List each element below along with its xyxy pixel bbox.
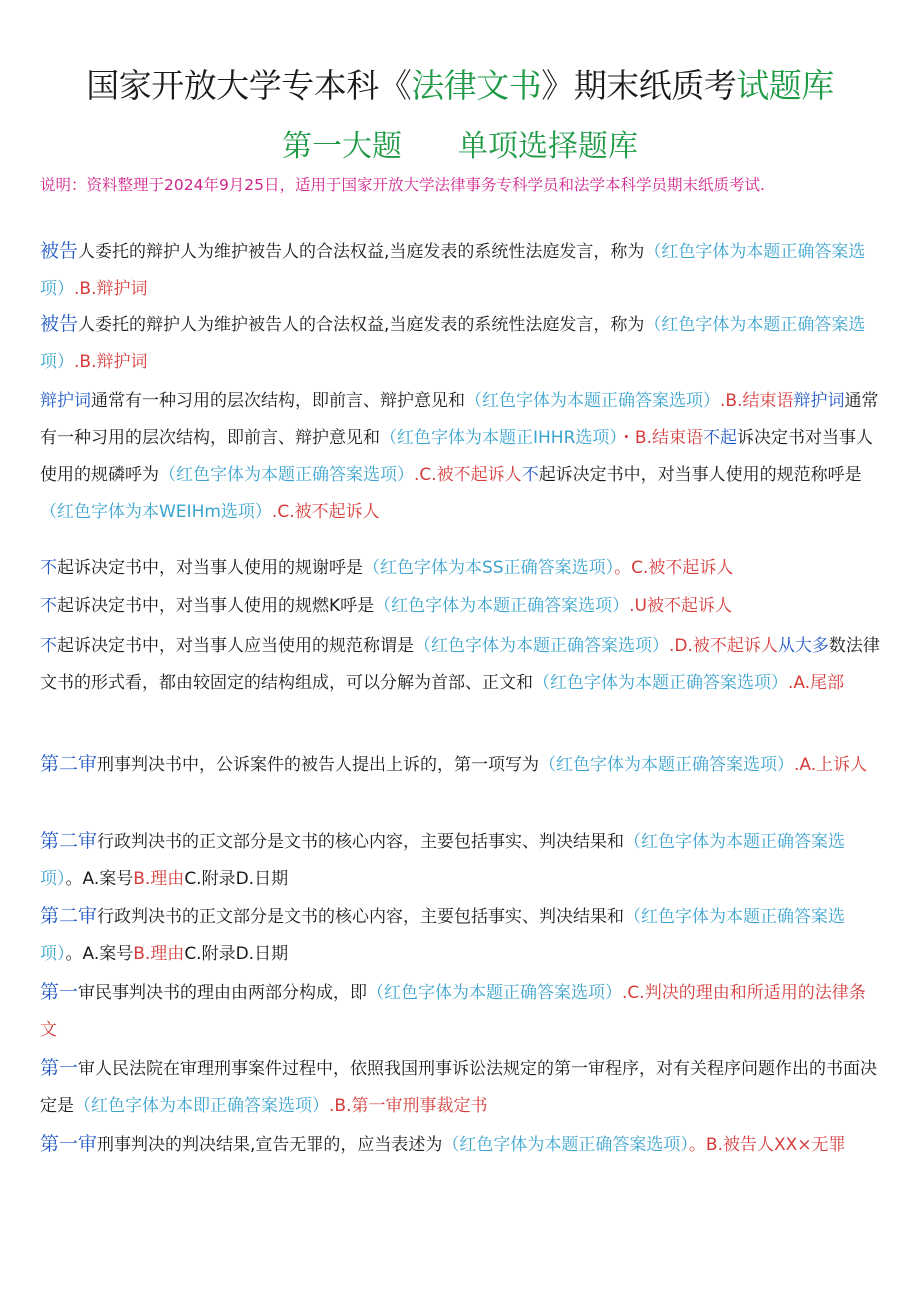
section-heading-left: 第一大题: [282, 129, 402, 164]
correct-answer: .U被不起诉人: [629, 596, 733, 616]
question-text: 人委托的辩护人为维护被告人的合法权益,当庭发表的系统性法庭发言，称为: [78, 242, 645, 262]
question-paragraph: [40, 823, 882, 898]
question-text: 数法律文书的形式看，都由较固定的结构组成，可以分解为首部、正文和: [40, 636, 880, 693]
question-text: 通常有一种习用的层次结构，即前言、辩护意见和: [40, 391, 879, 448]
section-heading-right: 单项选择题库: [458, 129, 638, 164]
correct-answer: 。C.被不起诉人: [614, 558, 734, 578]
question-text: 刑事判决的判决结果,宣告无罪的，应当表述为: [97, 1135, 443, 1155]
correct-answer: .C.判决的理由和所适用的法律条文: [40, 983, 866, 1040]
question-text: 起诉决定书中，对当事人使用的规谢呼是: [57, 558, 363, 578]
correct-answer: .D.被不起诉人: [669, 636, 778, 656]
title-part4: 试题库: [736, 66, 834, 105]
question-lead: 不: [702, 428, 720, 448]
question-text: 通常有一种习用的层次结构，即前言、辩护意见和: [91, 391, 465, 411]
question-text: 审民事判决书的理由由两部分构成，即: [78, 983, 368, 1003]
answer-hint: （红色字体为本题正确答案选项）: [539, 755, 795, 775]
correct-answer: .B.结束语: [720, 391, 794, 411]
question-lead: 护词: [810, 391, 845, 411]
document-note: 说明：资料整理于2024年9月25日，适用于国家开放大学法律事务专科学员和法学本科学员期末纸质考试.: [40, 176, 765, 194]
question-lead: 从: [777, 636, 795, 656]
question-paragraph: [40, 746, 882, 784]
page-title: [0, 62, 920, 110]
correct-answer: .B.辩护词: [74, 279, 148, 299]
answer-hint: （红色字体为本题正确答案选项）: [533, 673, 788, 693]
correct-answer: 。B.被告人XX×无罪: [688, 1135, 846, 1155]
answer-hint: （红色字体为本题正确答案选项）: [159, 465, 414, 485]
title-part3: 》期末纸质考: [541, 66, 737, 105]
question-paragraph: [40, 306, 882, 381]
question-lead: 第一审: [40, 1133, 98, 1155]
answer-hint: （红色字体为本题正确答案选项）: [374, 596, 630, 616]
question-lead: 起: [719, 428, 737, 448]
answer-hint: （红色字体为本题正确答案选项）: [40, 242, 866, 299]
correct-answer: .B.辩护词: [74, 352, 148, 372]
question-lead: 被告: [40, 313, 79, 335]
answer-hint: （红色字体为本SS正确答案选项）: [363, 558, 615, 578]
answer-hint: （红色字体为本题正确答案选项）: [414, 636, 669, 656]
question-text: 起诉决定书中，: [538, 465, 658, 485]
question-text: 对当事人使用的规范称呼是: [657, 465, 862, 485]
question-paragraph: [40, 974, 882, 1049]
question-lead: 被告: [40, 240, 79, 262]
correct-answer: .C.被不起诉人: [271, 502, 380, 522]
answer-hint: （红色字体为本即正确答案选项）: [74, 1096, 329, 1116]
question-lead: 不: [521, 465, 539, 485]
answer-hint: （红色字体为本题正确答案选项）: [442, 1135, 689, 1155]
question-text: 起诉决定书中，对当事人应当使用的规范称谓是: [57, 636, 414, 656]
question-text: 审人民法院在审理刑事案件过程中，依照我国刑事诉讼法规定的第一审程序，对有关程序问题作出的书面决定是: [40, 1059, 878, 1116]
question-text: 刑事判决书中，公诉案件的被告人提出上诉的，第一项写为: [97, 755, 540, 775]
question-lead: 第二审: [40, 753, 98, 775]
answer-hint: （红色字体为本题正确答案选项）: [367, 983, 623, 1003]
question-lead: 第一: [40, 981, 79, 1003]
question-text: 人委托的辩护人为维护被告人的合法权益,当庭发表的系统性法庭发言，称为: [78, 315, 645, 335]
question-lead: 不: [40, 636, 57, 656]
question-text: 起诉决定书中，对当事人使用的规燃K呼是: [57, 596, 375, 616]
question-lead: 第一: [40, 1057, 79, 1079]
answer-hint: （红色字体为本题正确答案选项）: [40, 907, 846, 964]
option-text: C.附录D.日期: [184, 869, 289, 889]
answer-hint: （红色字体为本题正IHHR选项）: [380, 428, 618, 448]
question-text: 行政判决书的正文部分是文书的核心内容，主要包括事实、判决结果和: [97, 907, 625, 927]
section-heading: [0, 126, 920, 168]
correct-answer: .A.尾部: [788, 673, 845, 693]
answer-hint: （红色字体为本题正确答案选项）: [40, 832, 846, 889]
question-lead: 第二审: [40, 905, 98, 927]
question-paragraph: [40, 233, 882, 308]
option-text: 。A.案号: [65, 944, 134, 964]
correct-answer: B.理由: [133, 869, 185, 889]
correct-answer: .B.第一审刑事裁定书: [329, 1096, 488, 1116]
question-lead: 不: [40, 596, 57, 616]
question-paragraph: [40, 550, 882, 587]
title-part2: 法律文书: [411, 66, 542, 105]
question-text: 诉决定书对当事人使用的规磷呼为: [40, 428, 873, 485]
answer-hint: （红色字体为本WEIHm选项）: [40, 502, 272, 522]
correct-answer: .C.被不起诉人: [414, 465, 522, 485]
question-lead: 不: [40, 558, 57, 578]
correct-answer: ・B.结束语: [617, 428, 703, 448]
question-paragraph: [40, 1126, 882, 1164]
question-paragraph: [40, 1050, 882, 1125]
question-lead: 辩护词: [40, 391, 91, 411]
correct-answer: B.理由: [133, 944, 185, 964]
question-lead: 大多: [794, 636, 829, 656]
question-paragraph: [40, 898, 882, 973]
question-paragraph: [40, 628, 882, 702]
question-text: 行政判决书的正文部分是文书的核心内容，主要包括事实、判决结果和: [97, 832, 625, 852]
question-paragraph: [40, 588, 882, 625]
title-part1: 国家开放大学专本科《: [86, 66, 412, 105]
question-lead: 第二审: [40, 830, 98, 852]
answer-hint: （红色字体为本题正确答案选项）: [465, 391, 720, 411]
option-text: 。A.案号: [65, 869, 134, 889]
option-text: C.附录D.日期: [184, 944, 289, 964]
question-lead: 辩: [793, 391, 811, 411]
answer-hint: （红色字体为本题正确答案选项）: [40, 315, 866, 372]
question-paragraph: [40, 383, 882, 531]
correct-answer: .A.上诉人: [794, 755, 868, 775]
